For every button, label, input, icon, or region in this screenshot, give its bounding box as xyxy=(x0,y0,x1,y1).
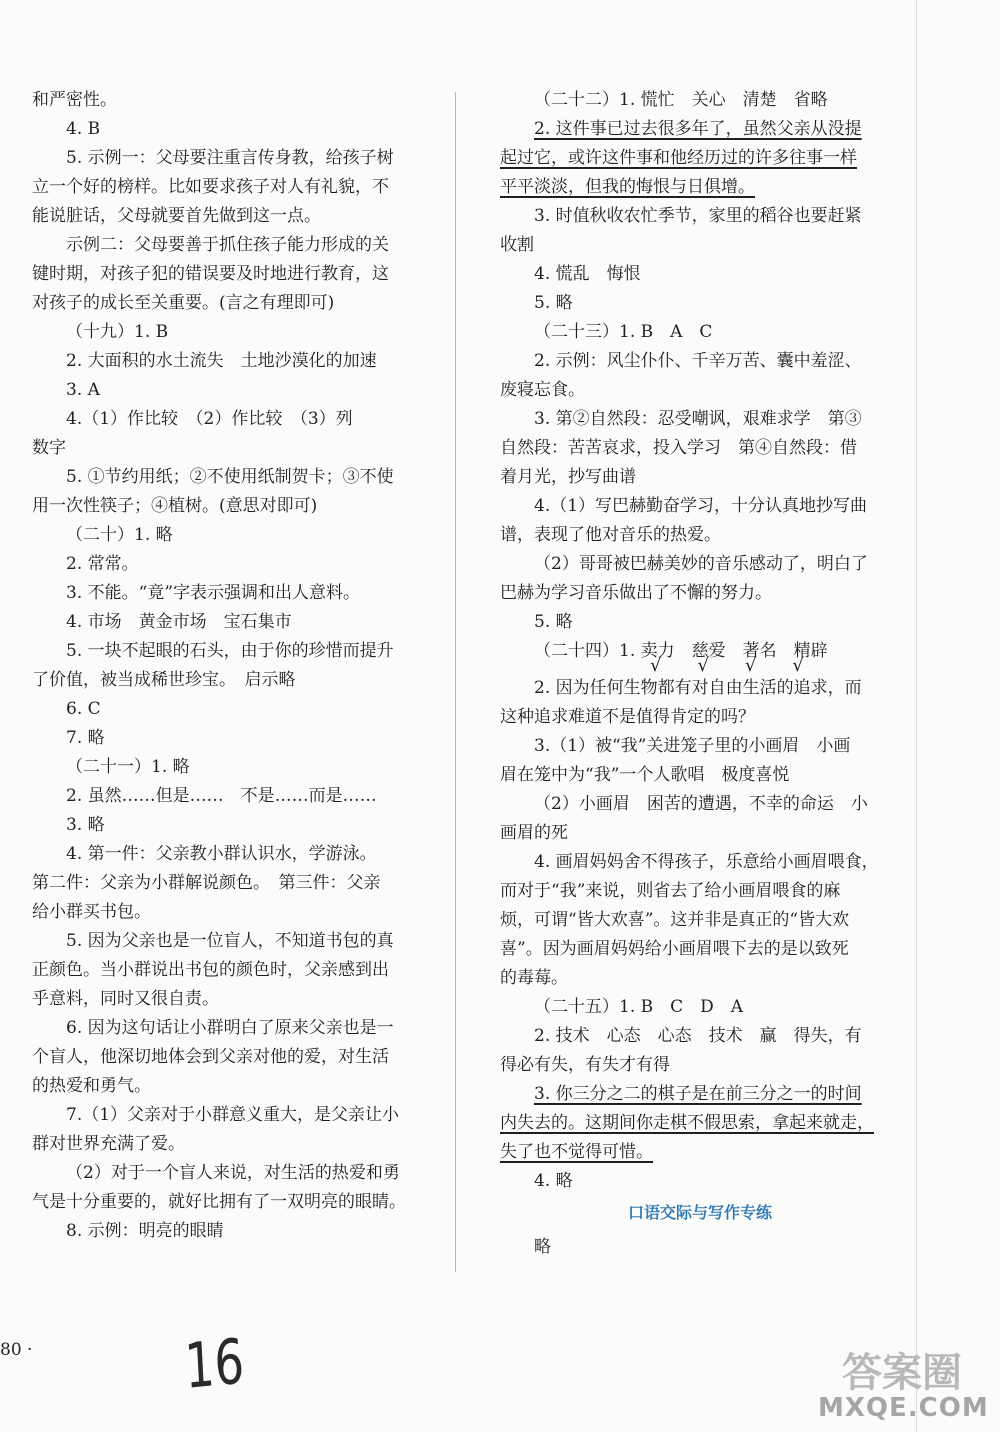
section-heading: 口语交际与写作专练 xyxy=(627,1203,772,1222)
answer-line: 自然段：苦苦哀求，投入学习 第④自然段：借 xyxy=(500,438,857,458)
answer-line: 着月光，抄写曲谱 xyxy=(500,467,636,487)
watermark-logo xyxy=(790,1335,990,1425)
answer-line: 第二件：父亲为小群解说颜色。 第三件：父亲 xyxy=(32,873,381,893)
answer-line: 乎意料，同时又很自责。 xyxy=(32,989,219,1009)
underlined-answer-line: 失了也不觉得可惜。 xyxy=(500,1142,653,1162)
answer-line: 5. ①节约用纸；②不使用纸制贺卡；③不使 xyxy=(66,467,394,487)
answer-line: 得必有失，有失才有得 xyxy=(500,1055,670,1075)
answer-line: 收割 xyxy=(500,235,534,255)
answer-line: 对孩子的成长至关重要。(言之有理即可) xyxy=(32,293,335,313)
answer-line: （2）小画眉 困苦的遭遇，不幸的命运 小 xyxy=(534,794,868,814)
answer-line: 6. C xyxy=(66,699,101,719)
answer-line: 5. 示例一：父母要注重言传身教，给孩子树 xyxy=(66,148,394,168)
answer-line: 数字 xyxy=(32,438,66,458)
answer-line: 4. 市场 黄金市场 宝石集市 xyxy=(66,612,292,632)
answer-line: 2. 大面积的水土流失 土地沙漠化的加速 xyxy=(66,351,377,371)
answer-line: 8. 示例：明亮的眼睛 xyxy=(66,1221,224,1241)
answer-line: 3. 略 xyxy=(66,815,105,835)
answer-line: 示例二：父母要善于抓住孩子能力形成的关 xyxy=(66,235,389,255)
answer-line: 能说脏话，父母就要首先做到这一点。 xyxy=(32,206,321,226)
underlined-answer-line: 平平淡淡，但我的悔恨与日俱增。 xyxy=(500,177,755,197)
answer-line: 3. A xyxy=(66,380,100,400)
answer-line: 喜”。因为画眉妈妈给小画眉喂下去的是以致死 xyxy=(500,939,849,959)
answer-line: 2. 示例：风尘仆仆、千辛万苦、囊中羞涩、 xyxy=(534,351,862,371)
answer-line: （2）哥哥被巴赫美妙的音乐感动了，明白了 xyxy=(534,554,868,574)
answer-line: 正颜色。当小群说出书包的颜色时，父亲感到出 xyxy=(32,960,389,980)
answer-line: （二十）1. 略 xyxy=(66,525,173,545)
answer-line: 5. 略 xyxy=(534,293,573,313)
watermark-logo-text: 答案圈 xyxy=(842,1350,962,1396)
answer-line: 用一次性筷子；④植树。(意思对即可) xyxy=(32,496,318,516)
answer-line: 7. 略 xyxy=(66,728,105,748)
answer-line: 立一个好的榜样。比如要求孩子对人有礼貌，不 xyxy=(32,177,389,197)
answer-line: 这种追求难道不是值得肯定的吗？ xyxy=(500,707,755,727)
answer-line: 2. 因为任何生物都有对自由生活的追求，而 xyxy=(534,678,862,698)
answer-line: 给小群买书包。 xyxy=(32,902,151,922)
answer-line: （二十四）1. 卖力 慈爱 著名 精辟 xyxy=(534,641,828,661)
answer-line: 废寝忘食。 xyxy=(500,380,585,400)
section-body: 略 xyxy=(534,1237,551,1257)
handwritten-number: 16 xyxy=(183,1324,246,1403)
answer-line: 键时期，对孩子犯的错误要及时地进行教育，这 xyxy=(32,264,389,284)
answer-line: 4.（1）写巴赫勤奋学习，十分认真地抄写曲 xyxy=(534,496,868,516)
column-divider xyxy=(455,92,456,1272)
underlined-answer-line: 2. 这件事已过去很多年了，虽然父亲从没提 xyxy=(534,119,862,139)
answer-line: 气是十分重要的，就好比拥有了一双明亮的眼睛。 xyxy=(32,1192,406,1212)
answer-line: 谱，表现了他对音乐的热爱。 xyxy=(500,525,721,545)
answer-line: 个盲人，他深切地体会到父亲对他的爱，对生活 xyxy=(32,1047,389,1067)
answer-line: 7.（1）父亲对于小群意义重大，是父亲让小 xyxy=(66,1105,400,1125)
answer-line: 3. 不能。“竟”字表示强调和出人意料。 xyxy=(66,583,361,603)
answer-line: 3. 时值秋收农忙季节，家里的稻谷也要赶紧 xyxy=(534,206,862,226)
answer-line: 4. 第一件：父亲教小群认识水，学游泳。 xyxy=(66,844,377,864)
answer-line: 5. 一块不起眼的石头，由于你的珍惜而提升 xyxy=(66,641,394,661)
answer-line: 4. B xyxy=(66,119,101,139)
left-column xyxy=(32,86,430,1246)
answer-line: （二十五）1. B C D A xyxy=(534,997,744,1017)
answer-line: 3. 第②自然段：忍受嘲讽，艰难求学 第③ xyxy=(534,409,862,429)
answer-line: 画眉的死 xyxy=(500,823,568,843)
answer-line: 巴赫为学习音乐做出了不懈的努力。 xyxy=(500,583,772,603)
answer-line: 而对于“我”来说，则省去了给小画眉喂食的麻 xyxy=(500,881,841,901)
answer-line: 2. 虽然……但是…… 不是……而是…… xyxy=(66,786,377,806)
answer-line: （二十一）1. 略 xyxy=(66,757,190,777)
answer-line: 5. 因为父亲也是一位盲人，不知道书包的真 xyxy=(66,931,394,951)
underlined-answer-line: 起过它，或许这件事和他经历过的许多往事一样 xyxy=(500,148,857,168)
answer-line: （十九）1. B xyxy=(66,322,169,342)
answer-line: 4.（1）作比较 （2）作比较 （3）列 xyxy=(66,409,353,429)
page-number: 80 · xyxy=(0,1340,33,1360)
answer-line: 了价值，被当成稀世珍宝。 启示略 xyxy=(32,670,296,690)
underlined-answer-line: 内失去的。这期间你走棋不假思索，拿起来就走， xyxy=(500,1113,874,1133)
answer-line: 4. 略 xyxy=(534,1171,573,1191)
answer-line: 的毒莓。 xyxy=(500,968,568,988)
checkmark-row: √√√√ xyxy=(650,655,840,676)
answer-line: 4. 慌乱 悔恨 xyxy=(534,264,641,284)
answer-line: （二十二）1. 慌忙 关心 清楚 省略 xyxy=(534,90,828,110)
watermark-url: MXQE.COM xyxy=(818,1393,989,1423)
answer-line: 6. 因为这句话让小群明白了原来父亲也是一 xyxy=(66,1018,394,1038)
page-edge-line xyxy=(916,0,917,1432)
answer-line: 2. 常常。 xyxy=(66,554,139,574)
answer-line: 的热爱和勇气。 xyxy=(32,1076,151,1096)
answer-line: 烦，可谓“皆大欢喜”。这并非是真正的“皆大欢 xyxy=(500,910,850,930)
right-column xyxy=(500,86,900,1262)
answer-line: （二十三）1. B A C xyxy=(534,322,713,342)
answer-line: 群对世界充满了爱。 xyxy=(32,1134,185,1154)
answer-line: 3.（1）被“我”关进笼子里的小画眉 小画 xyxy=(534,736,851,756)
answer-line: 5. 略 xyxy=(534,612,573,632)
underlined-answer-line: 3. 你三分之二的棋子是在前三分之一的时间 xyxy=(534,1084,862,1104)
answer-line: 眉在笼中为“我”一个人歌唱 极度喜悦 xyxy=(500,765,790,785)
answer-line: 和严密性。 xyxy=(32,90,117,110)
answer-line: （2）对于一个盲人来说，对生活的热爱和勇 xyxy=(66,1163,400,1183)
answer-line: 4. 画眉妈妈舍不得孩子，乐意给小画眉喂食， xyxy=(534,852,879,872)
answer-line: 2. 技术 心态 心态 技术 赢 得失，有 xyxy=(534,1026,862,1046)
